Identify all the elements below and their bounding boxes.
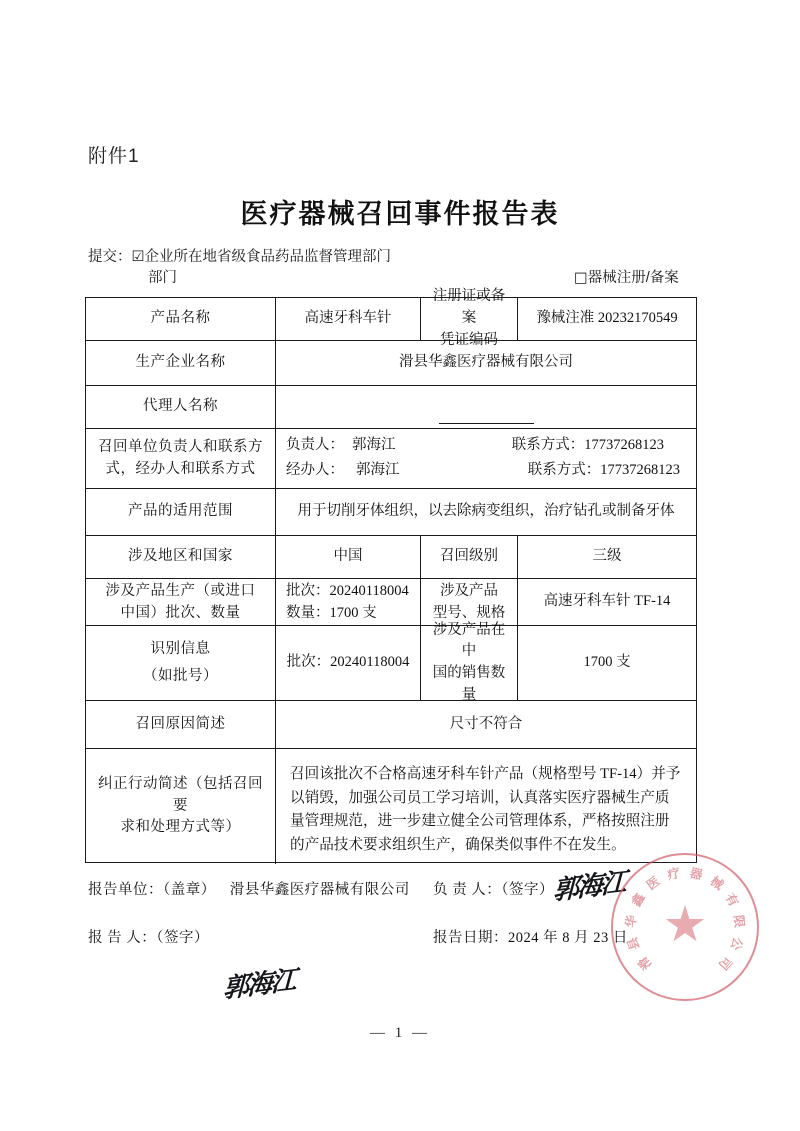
model-label-line2: 型号、规格 xyxy=(432,604,506,621)
person-in-charge-contact xyxy=(512,435,686,457)
attachment-label: 附件1 xyxy=(88,146,140,167)
row-contact-values xyxy=(276,429,696,489)
sales-qty-label-line1: 涉及产品在中 xyxy=(432,621,506,660)
row-recall-level-label: 召回级别 xyxy=(421,536,518,579)
row-product-name-label: 产品名称 xyxy=(86,298,276,341)
identify-label-line1: 识别信息 xyxy=(150,640,211,657)
row-manufacturer-value: 滑县华鑫医疗器械有限公司 xyxy=(276,341,696,386)
batch-label-line2: 中国）批次、数量 xyxy=(120,604,241,621)
signature-block xyxy=(88,867,708,1005)
row-product-name-value: 高速牙科车针 xyxy=(276,298,421,341)
row-batch-label xyxy=(86,579,276,626)
seal-text: 滑 县 华 鑫 医 疗 器 械 有 限 公 司 xyxy=(622,865,748,974)
row-registration-label xyxy=(421,288,518,348)
report-unit-line xyxy=(88,878,410,899)
model-label-line1: 涉及产品 xyxy=(440,583,498,599)
contact-label-line2: 式，经办人和联系方式 xyxy=(105,460,256,477)
checkbox-checked-icon[interactable]: ☑ xyxy=(131,249,145,265)
report-unit-label: 报告单位：（盖章） xyxy=(88,882,216,898)
contact-label-line1: 召回单位负责人和联系方 xyxy=(98,438,263,455)
row-manufacturer-label: 生产企业名称 xyxy=(86,341,276,386)
row-identify-label xyxy=(86,626,276,701)
submit-options xyxy=(88,247,708,289)
row-reason-value: 尺寸不符合 xyxy=(276,701,696,749)
report-unit-value: 滑县华鑫医疗器械有限公司 xyxy=(229,882,410,898)
submit-option-checked-label-line2: 部门 xyxy=(148,269,177,286)
batch-qty: 数量：1700 支 xyxy=(286,604,377,621)
action-label-line2: 求和处理方式等） xyxy=(120,819,241,836)
submit-option-registration[interactable] xyxy=(574,266,679,287)
handler-label: 经办人： xyxy=(286,462,344,479)
row-registration-value: 豫械注准 20232170549 xyxy=(518,298,696,341)
action-text: 召回该批次不合格高速牙科车针产品（规格型号 TF-14）并予以销毁，加强公司员工学习培训，认真落实医疗器械生产质量管理规范，进一步建立健全公司管理体系，严格按照注册的产品技术要求组织生产，确保类似事件不在发生。 xyxy=(290,766,681,853)
reporter-line xyxy=(88,926,296,1005)
person-in-charge-label: 负责人： xyxy=(286,436,344,453)
handler-value: 郭海江 xyxy=(356,462,400,479)
leader-signature: 郭海江 xyxy=(552,867,626,907)
submit-option-checked-label: 企业所在地省级食品药品监督管理部门 xyxy=(144,249,391,265)
row-identify-batch: 批次：20240118004 xyxy=(276,626,421,701)
row-scope-value: 用于切削牙体组织，以去除病变组织，治疗钻孔或制备牙体 xyxy=(276,489,696,536)
leader-label: 负 责 人：（签字） xyxy=(433,882,554,898)
checkbox-unchecked-icon[interactable]: □ xyxy=(574,270,588,286)
row-sales-qty-value: 1700 支 xyxy=(518,626,696,701)
row-batch-values xyxy=(276,579,421,626)
registration-label-line1: 注册证或备案 xyxy=(432,288,506,327)
row-region-label: 涉及地区和国家 xyxy=(86,536,276,579)
submit-option-provincial[interactable] xyxy=(88,247,418,288)
sales-qty-label-line2: 国的销售数量 xyxy=(432,665,506,703)
person-in-charge-phone-label: 联系方式： xyxy=(511,436,585,453)
row-action-label xyxy=(86,749,276,864)
row-contact-label xyxy=(86,429,276,489)
submit-option-unchecked-label: 器械注册/备案 xyxy=(587,270,679,286)
report-date-value: 2024 年 8 月 23 日 xyxy=(508,930,628,946)
row-region-value: 中国 xyxy=(276,536,421,579)
page-number: — 1 — xyxy=(370,1025,430,1041)
handler-contact xyxy=(528,460,686,482)
row-action-value xyxy=(276,749,696,864)
batch-no: 批次：20240118004 xyxy=(286,583,409,599)
registration-label-line2: 凭证编码 xyxy=(440,331,498,348)
leader-line xyxy=(433,867,626,907)
batch-label-line1: 涉及产品生产（或进口 xyxy=(105,583,256,599)
identify-label-line2: （如批号） xyxy=(143,667,218,684)
recall-report-table xyxy=(85,288,697,863)
row-reason-label: 召回原因简述 xyxy=(86,701,276,749)
reporter-label: 报 告 人：（签字） xyxy=(88,930,209,946)
action-label-line1: 纠正行动简述（包括召回要 xyxy=(98,775,263,814)
page-title: 医疗器械召回事件报告表 xyxy=(240,199,560,229)
submit-prefix: 提交： xyxy=(88,249,132,265)
agent-empty-dash xyxy=(439,423,534,424)
person-in-charge-value: 郭海江 xyxy=(352,436,396,453)
row-sales-qty-label xyxy=(421,621,518,703)
handler-phone-label: 联系方式： xyxy=(527,462,601,479)
handler-phone: 17737268123 xyxy=(600,462,680,479)
row-agent-value xyxy=(276,386,696,429)
row-agent-label: 代理人名称 xyxy=(86,386,276,429)
person-in-charge xyxy=(286,435,396,457)
row-model-value: 高速牙科车针 TF-14 xyxy=(518,579,696,626)
reporter-signature: 郭海江 xyxy=(222,965,296,1005)
handler xyxy=(286,460,400,482)
person-in-charge-phone: 17737268123 xyxy=(584,436,664,453)
row-scope-label: 产品的适用范围 xyxy=(86,489,276,536)
report-date-label: 报告日期： xyxy=(433,930,508,946)
report-date-line xyxy=(433,926,628,947)
row-recall-level-value: 三级 xyxy=(518,536,696,579)
